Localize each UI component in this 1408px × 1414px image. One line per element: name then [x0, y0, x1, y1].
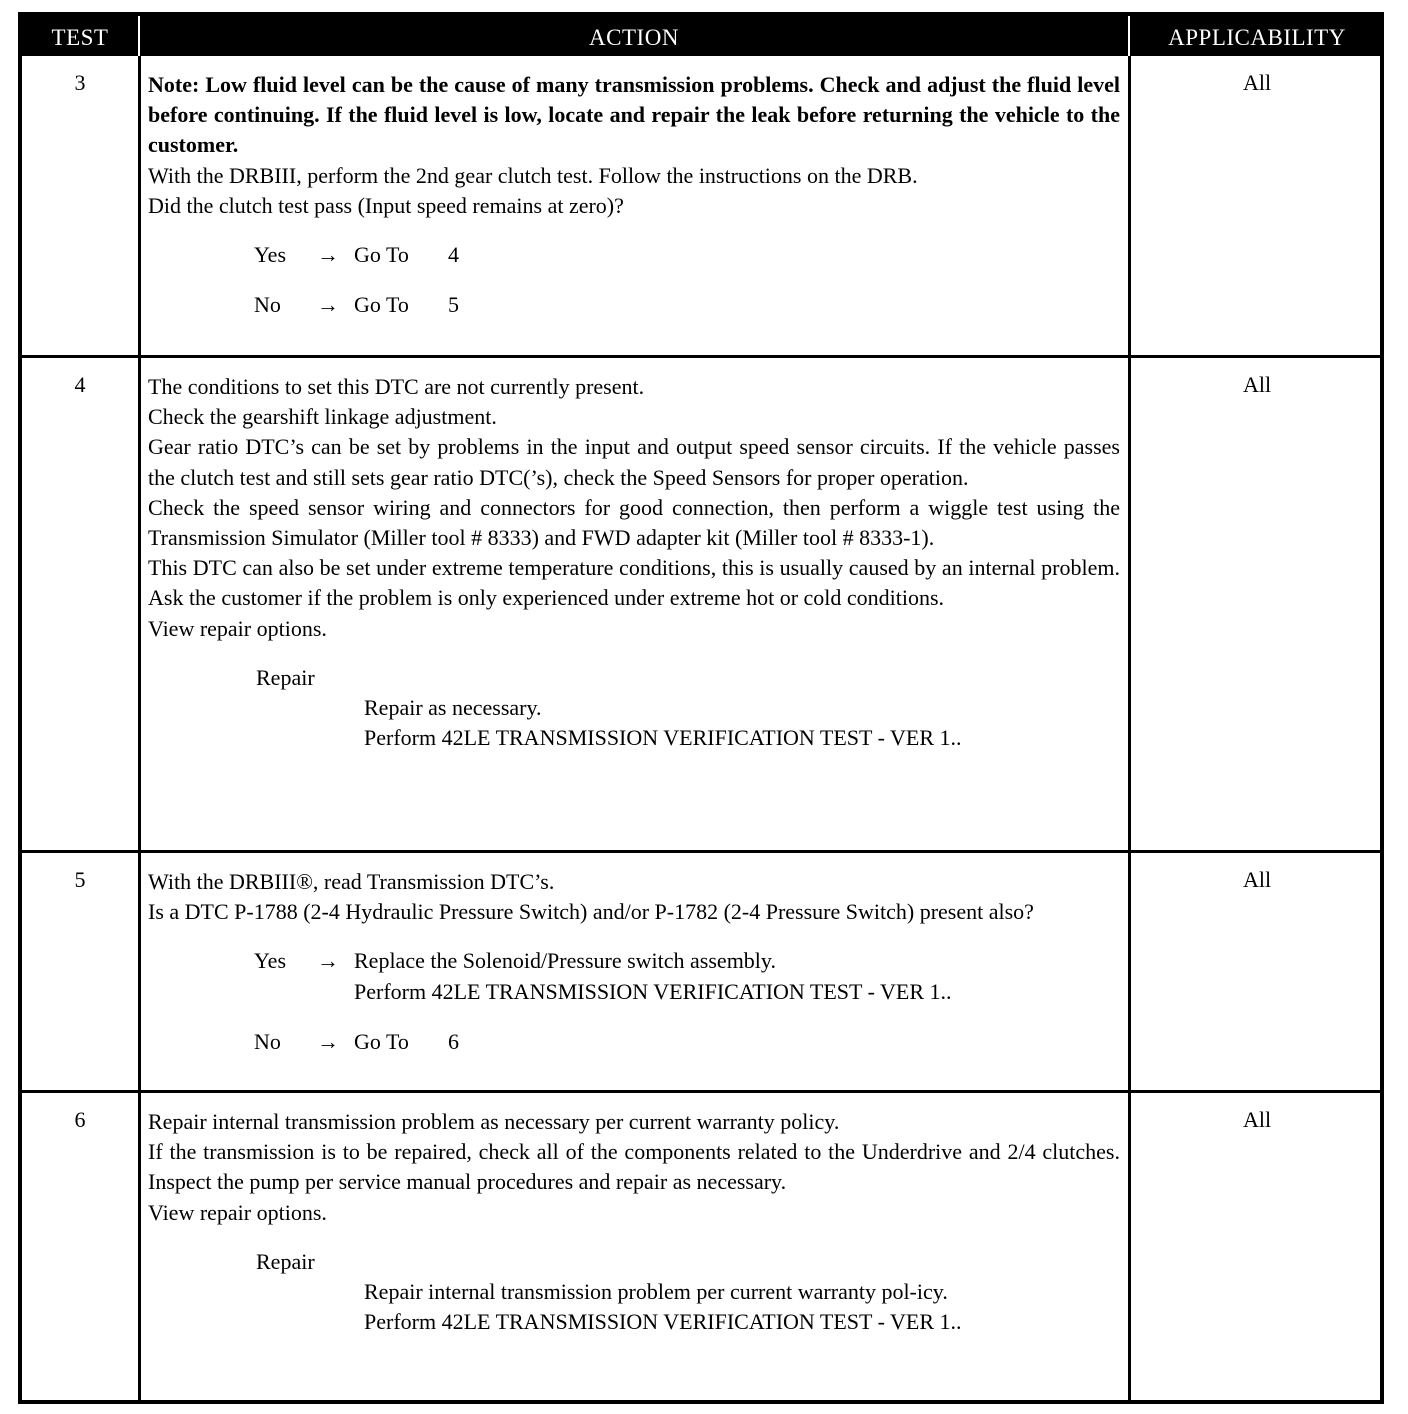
view-repair-options: View repair options.: [148, 615, 327, 641]
repair-line: Repair internal transmission problem per current warranty pol-icy.: [364, 1279, 948, 1305]
action-cell: [148, 372, 1120, 753]
action-paragraph: Repair internal transmission problem as necessary per current warranty policy.: [148, 1109, 840, 1134]
goto-text: Go To: [354, 242, 409, 268]
arrow-icon: →: [317, 292, 339, 318]
applicability-value: All: [1242, 867, 1272, 892]
action-paragraph: This DTC can also be set under extreme temperature conditions, this is usually caused by an internal problem. Ask the customer if the problem is only experienced under extreme hot or cold conditions.: [148, 555, 1120, 611]
repair-line: Repair as necessary.: [364, 695, 542, 721]
test-number: 3: [74, 70, 86, 95]
yes-instructions: [354, 946, 1120, 1006]
no-label: No: [254, 292, 281, 318]
test-number: 6: [74, 1107, 86, 1132]
table-row-test-6: [22, 1093, 1380, 1400]
arrow-icon: →: [317, 948, 339, 974]
action-paragraph: With the DRBIII®, read Transmission DTC’s.: [148, 869, 555, 894]
yes-option: [254, 946, 1120, 1006]
yes-label: Yes: [254, 242, 287, 268]
repair-label: Repair: [256, 664, 315, 690]
repair-line: Perform 42LE TRANSMISSION VERIFICATION TEST - VER 1..: [364, 725, 962, 751]
table-row-test-5: [22, 853, 1380, 1090]
test-number: 5: [74, 867, 86, 892]
applicability-value: All: [1242, 372, 1272, 397]
yes-label: Yes: [254, 948, 287, 974]
applicability-value: All: [1242, 70, 1272, 95]
action-paragraph: If the transmission is to be repaired, check all of the components related to the Underdrive and 2/4 clutches. Inspect the pump per service manual procedures and repair as necessary.: [148, 1139, 1120, 1195]
action-cell: [148, 70, 1120, 320]
arrow-icon: →: [317, 242, 339, 268]
action-paragraph: The conditions to set this DTC are not currently present.: [148, 374, 645, 399]
goto-target: 5: [448, 292, 459, 318]
goto-target: 4: [448, 242, 459, 268]
arrow-icon: →: [317, 1028, 339, 1054]
action-paragraph: Check the gearshift linkage adjustment.: [148, 404, 497, 430]
instruction-line: Replace the Solenoid/Pressure switch assembly.: [354, 948, 776, 974]
header-applicability: APPLICABILITY: [1130, 16, 1384, 56]
action-cell: [148, 1107, 1120, 1337]
action-paragraph: With the DRBIII, perform the 2nd gear clutch test. Follow the instructions on the DRB.: [148, 162, 918, 188]
fluid-level-note: Note: Low fluid level can be the cause of many transmission problems. Check and adjust the fluid level before continuing. If the fluid level is low, locate and repair the leak before returning the vehicle to the customer.: [148, 72, 1120, 158]
header-test: TEST: [22, 16, 138, 56]
repair-label: Repair: [256, 1248, 315, 1274]
instruction-line: Perform 42LE TRANSMISSION VERIFICATION TEST - VER 1..: [354, 978, 952, 1004]
view-repair-options: View repair options.: [148, 1199, 327, 1225]
goto-text: Go To: [354, 1028, 409, 1054]
applicability-value: All: [1242, 1107, 1272, 1132]
goto-text: Go To: [354, 292, 409, 318]
no-option: [254, 290, 1120, 320]
goto-target: 6: [448, 1028, 459, 1054]
test-number: 4: [74, 372, 86, 397]
no-option: [254, 1027, 1120, 1057]
action-cell: [148, 867, 1120, 1057]
action-paragraph: Check the speed sensor wiring and connectors for good connection, then perform a wiggle test using the Transmission Simulator (Miller tool # 8333) and FWD adapter kit (Miller tool # 8333-1).: [148, 494, 1120, 551]
question-text: Did the clutch test pass (Input speed remains at zero)?: [148, 192, 624, 218]
question-text: Is a DTC P-1788 (2-4 Hydraulic Pressure Switch) and/or P-1782 (2-4 Pressure Switch) present also?: [148, 899, 1034, 925]
no-label: No: [254, 1028, 281, 1054]
header-action: ACTION: [140, 16, 1128, 56]
yes-option: [254, 240, 1120, 270]
diagnostic-table: [18, 12, 1384, 1404]
table-row-test-3: [22, 56, 1380, 355]
repair-line: Perform 42LE TRANSMISSION VERIFICATION TEST - VER 1..: [364, 1309, 962, 1335]
table-row-test-4: [22, 358, 1380, 850]
action-paragraph: Gear ratio DTC’s can be set by problems in the input and output speed sensor circuits. If the vehicle passes the clutch test and still sets gear ratio DTC(’s), check the Speed Sensors for proper operation.: [148, 434, 1120, 490]
